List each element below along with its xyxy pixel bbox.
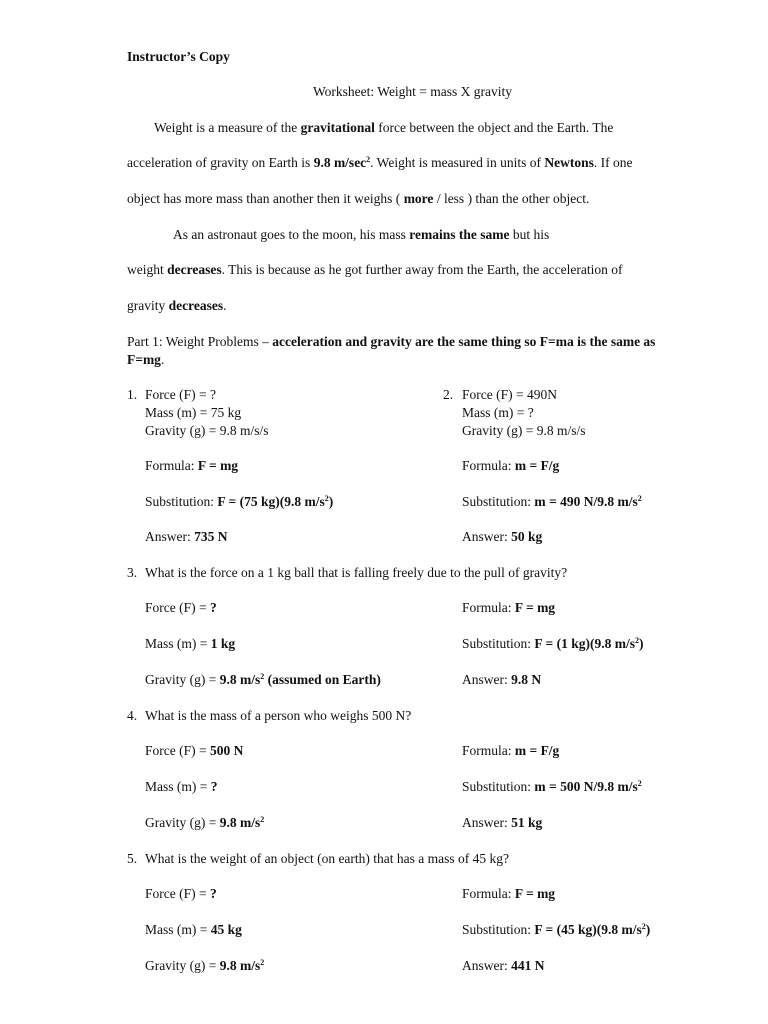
problem-1-answer: Answer: 735 N (145, 529, 228, 544)
problem-2-mass: Mass (m) = ? (462, 405, 534, 420)
problem-3-number: 3. (127, 565, 138, 580)
problem-4-force: Force (F) = 500 N (145, 743, 244, 758)
problem-1-mass: Mass (m) = 75 kg (145, 405, 242, 420)
problem-1-number: 1. (127, 387, 138, 402)
problem-2-number: 2. (443, 387, 454, 402)
problem-5-formula: Formula: F = mg (462, 886, 556, 901)
problem-3-force: Force (F) = ? (145, 600, 217, 615)
problem-3-mass: Mass (m) = 1 kg (145, 636, 236, 651)
problem-4-mass: Mass (m) = ? (145, 779, 218, 794)
problem-4-answer: Answer: 51 kg (462, 815, 543, 830)
problem-5-mass: Mass (m) = 45 kg (145, 922, 242, 937)
problem-1-substitution: Substitution: F = (75 kg)(9.8 $m/s^2$) (145, 494, 334, 509)
problem-2-substitution: Substitution: m = 490 N/9.8 $m/s^2$ (462, 494, 642, 509)
problem-5-number: 5. (127, 851, 138, 866)
problem-4-number: 4. (127, 708, 138, 723)
problem-5-substitution: Substitution: F = (45 kg)(9.8 $m/s^2$) (462, 922, 651, 937)
problem-4-gravity: Gravity (g) = 9.8 $m/s^2$ (145, 815, 265, 830)
problem-4-formula: Formula: m = F/g (462, 743, 560, 758)
problem-4-substitution: Substitution: m = 500 N/9.8 $m/s^2$ (462, 779, 642, 794)
intro-line-3: object has more mass than another then it weighs ( more / less ) than the other object. (127, 191, 590, 206)
problem-4-question: What is the mass of a person who weighs 500 N? (145, 708, 412, 723)
instructor-copy-label: Instructor’s Copy (127, 49, 230, 64)
problem-1-force: Force (F) = ? (145, 387, 216, 402)
part1-heading-line-1: Part 1: Weight Problems – acceleration and gravity are the same thing so F=ma is the same as (127, 334, 656, 349)
intro-line-4: As an astronaut goes to the moon, his mass remains the same but his (173, 227, 550, 242)
problem-3-gravity: Gravity (g) = 9.8 $m/s^2$ (assumed on Earth) (145, 672, 381, 687)
problem-2-gravity: Gravity (g) = 9.8 m/s/s (462, 423, 586, 438)
intro-line-2: acceleration of gravity on Earth is 9.8 $m/\sec^2$. Weight is measured in units of Newtons. If one (127, 155, 633, 170)
worksheet-title: Worksheet: Weight = mass X gravity (313, 84, 513, 99)
problem-2-answer: Answer: 50 kg (462, 529, 543, 544)
intro-line-6: gravity decreases. (127, 298, 227, 313)
problem-5-gravity: Gravity (g) = 9.8 $m/s^2$ (145, 958, 265, 973)
problem-5-answer: Answer: 441 N (462, 958, 545, 973)
intro-line-5: weight decreases. This is because as he got further away from the Earth, the acceleration of (127, 262, 623, 277)
problem-1-formula: Formula: F = mg (145, 458, 239, 473)
problem-3-question: What is the force on a 1 kg ball that is falling freely due to the pull of gravity? (145, 565, 568, 580)
part1-heading-line-2: F=mg. (127, 352, 165, 367)
problem-3-answer: Answer: 9.8 N (462, 672, 542, 687)
problem-2-formula: Formula: m = F/g (462, 458, 560, 473)
problem-3-formula: Formula: F = mg (462, 600, 556, 615)
problem-5-force: Force (F) = ? (145, 886, 217, 901)
problem-2-force: Force (F) = 490N (462, 387, 557, 402)
problem-5-question: What is the weight of an object (on earth) that has a mass of 45 kg? (145, 851, 510, 866)
problem-1-gravity: Gravity (g) = 9.8 m/s/s (145, 423, 269, 438)
problem-3-substitution: Substitution: F = (1 kg)(9.8 $m/s^2$) (462, 636, 644, 651)
intro-line-1: Weight is a measure of the gravitational force between the object and the Earth. The (154, 120, 614, 135)
